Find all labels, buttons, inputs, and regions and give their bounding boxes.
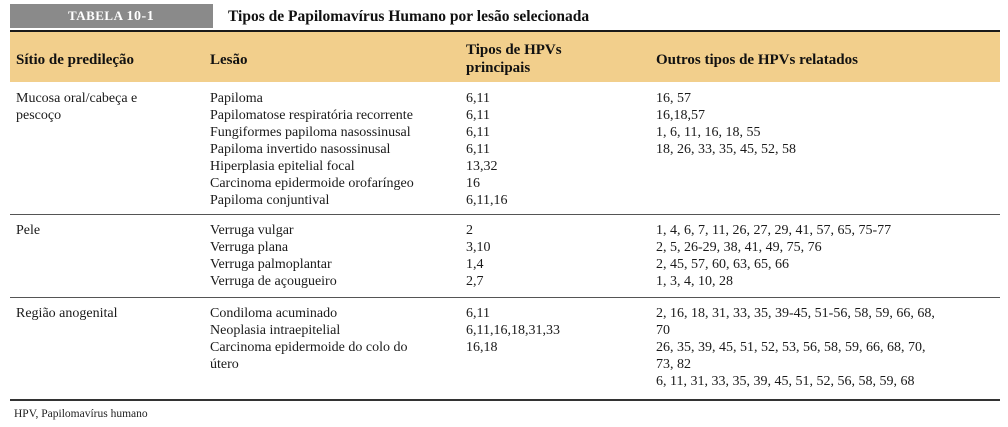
header-main-line2: principais — [466, 60, 531, 76]
lesion-cell: útero — [210, 357, 239, 372]
other-types-cell: 18, 26, 33, 35, 45, 52, 58 — [656, 142, 796, 157]
other-types-cell: 1, 3, 4, 10, 28 — [656, 274, 733, 289]
table-title: Tipos de Papilomavírus Humano por lesão selecionada — [228, 8, 590, 25]
table-label: TABELA — [68, 8, 123, 23]
lesion-cell: Verruga vulgar — [210, 223, 294, 238]
lesion-cell: Carcinoma epidermoide orofaríngeo — [210, 176, 414, 191]
other-types-cell: 16, 57 — [656, 91, 691, 106]
lesion-cell: Papiloma — [210, 91, 263, 106]
main-types-cell: 6,11 — [466, 108, 490, 123]
other-types-cell: 26, 35, 39, 45, 51, 52, 53, 56, 58, 59, 66, 68, 70, — [656, 340, 926, 355]
main-types-cell: 2,7 — [466, 274, 484, 289]
main-types-cell: 13,32 — [466, 159, 498, 174]
site-cell: Região anogenital — [16, 306, 118, 321]
other-types-cell: 6, 11, 31, 33, 35, 39, 45, 51, 52, 56, 58, 59, 68 — [656, 374, 915, 389]
table-bottom-rule — [10, 399, 1000, 401]
lesion-cell: Condiloma acuminado — [210, 306, 338, 321]
other-types-cell: 1, 4, 6, 7, 11, 26, 27, 29, 41, 57, 65, 75-77 — [656, 223, 892, 238]
main-types-cell: 6,11 — [466, 125, 490, 140]
site-cell: pescoço — [16, 108, 62, 123]
lesion-cell: Papiloma conjuntival — [210, 193, 330, 208]
lesion-cell: Papilomatose respiratória recorrente — [210, 108, 413, 123]
main-types-cell: 6,11,16 — [466, 193, 508, 208]
table-header — [10, 30, 1000, 82]
lesion-cell: Verruga plana — [210, 240, 289, 255]
header-lesion: Lesão — [210, 52, 248, 68]
other-types-cell: 70 — [656, 323, 670, 338]
other-types-cell: 16,18,57 — [656, 108, 705, 123]
lesion-cell: Fungiformes papiloma nasossinusal — [210, 125, 411, 140]
lesion-cell: Verruga palmoplantar — [210, 257, 332, 272]
lesion-cell: Hiperplasia epitelial focal — [210, 159, 355, 174]
site-cell: Mucosa oral/cabeça e — [16, 91, 138, 106]
main-types-cell: 1,4 — [466, 257, 484, 272]
main-types-cell: 16,18 — [466, 340, 498, 355]
main-types-cell: 6,11 — [466, 91, 490, 106]
lesion-cell: Neoplasia intraepitelial — [210, 323, 341, 338]
main-types-cell: 6,11 — [466, 142, 490, 157]
header-site: Sítio de predileção — [16, 52, 135, 68]
main-types-cell: 3,10 — [466, 240, 491, 255]
other-types-cell: 1, 6, 11, 16, 18, 55 — [656, 125, 761, 140]
table-caption — [0, 0, 1008, 30]
header-main-line1: Tipos de HPVs — [466, 42, 562, 58]
table-number: 10-1 — [126, 9, 155, 24]
main-types-cell: 6,11 — [466, 306, 490, 321]
header-other: Outros tipos de HPVs relatados — [656, 52, 858, 68]
main-types-cell: 6,11,16,18,31,33 — [466, 323, 560, 338]
group-divider — [10, 214, 1000, 215]
lesion-cell: Papiloma invertido nasossinusal — [210, 142, 391, 157]
other-types-cell: 2, 16, 18, 31, 33, 35, 39-45, 51-56, 58, 59, 66, 68, — [656, 306, 935, 321]
main-types-cell: 16 — [466, 176, 480, 191]
table-label-box — [10, 4, 213, 28]
footnote: HPV, Papilomavírus humano — [14, 408, 148, 420]
group-divider — [10, 297, 1000, 298]
main-types-cell: 2 — [466, 223, 473, 238]
other-types-cell: 2, 5, 26-29, 38, 41, 49, 75, 76 — [656, 240, 822, 255]
lesion-cell: Carcinoma epidermoide do colo do — [210, 340, 408, 355]
lesion-cell: Verruga de açougueiro — [210, 274, 337, 289]
other-types-cell: 2, 45, 57, 60, 63, 65, 66 — [656, 257, 789, 272]
other-types-cell: 73, 82 — [656, 357, 691, 372]
site-cell: Pele — [16, 223, 41, 238]
